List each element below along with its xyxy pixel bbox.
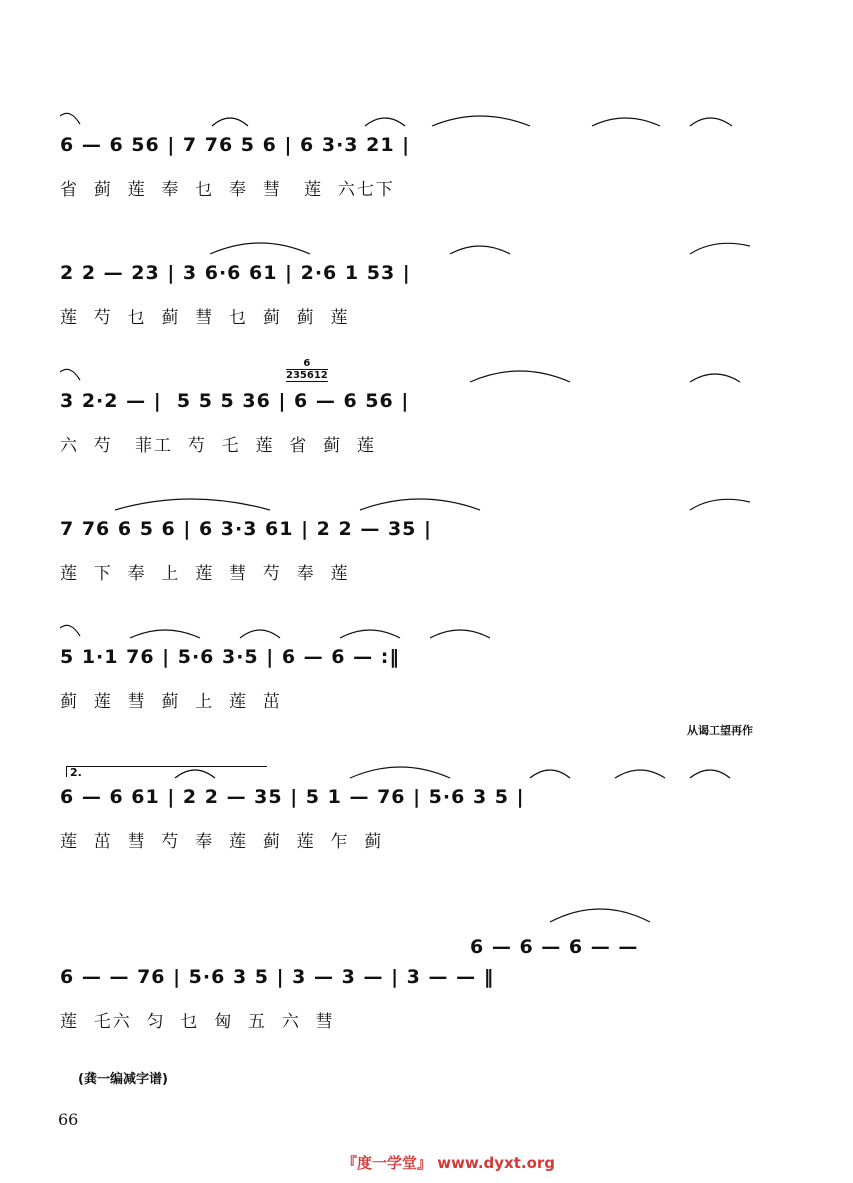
jianzi-tablature: 莲 乇六 匀 乜 匈 五 六 彗: [60, 1012, 335, 1032]
jianzi-tablature: 蓟 莲 彗 蓟 上 莲 茁: [60, 692, 282, 712]
source-note: (龚一编减字谱): [78, 1072, 168, 1087]
grace-sequence: 235612: [286, 370, 328, 381]
jianpu-notes: 2 2 — 23 | 3 6·6 61 | 2·6 1 53 |: [60, 262, 411, 284]
arranger-credit: 从谒工望再作: [687, 724, 753, 737]
jianzi-tablature: 莲 芍 乜 蓟 彗 乜 蓟 蓟 莲: [60, 308, 350, 328]
jianzi-tablature: 六 芍 菲工 芍 乇 莲 省 蓟 莲: [60, 436, 376, 456]
jianpu-notes: 3 2·2 — | 5 5 5 36 | 6 — 6 56 |: [60, 390, 410, 412]
jianpu-notes: 7 76 6 5 6 | 6 3·3 61 | 2 2 — 35 |: [60, 518, 432, 540]
grace-top: 6: [303, 358, 311, 369]
jianpu-notes: 6 — 6 56 | 7 76 5 6 | 6 3·3 21 |: [60, 134, 411, 156]
jianpu-notes: 5 1·1 76 | 5·6 3·5 | 6 — 6 — :‖: [60, 646, 400, 668]
grace-notes: [286, 358, 328, 382]
slur-arcs: [470, 902, 760, 926]
jianzi-tablature: 莲 茁 彗 芍 奉 莲 蓟 莲 乍 蓟: [60, 832, 384, 852]
jianpu-notes: 6 — — 76 | 5·6 3 5 | 3 — 3 — | 3 — — ‖: [60, 966, 495, 988]
jianpu-notes: 6 — 6 61 | 2 2 — 35 | 5 1 — 76 | 5·6 3 5 |: [60, 786, 525, 808]
volta-label: 2.: [70, 766, 82, 779]
site-watermark: 『度一学堂』 www.dyxt.org: [342, 1154, 556, 1172]
upper-chord-notes: 6 — 6 — 6 — —: [470, 936, 639, 958]
jianzi-tablature: 省 蓟 莲 奉 乜 奉 彗 莲 六七下: [60, 180, 395, 200]
jianzi-tablature: 莲 下 奉 上 莲 彗 芍 奉 莲: [60, 564, 350, 584]
page-number: 66: [58, 1110, 79, 1129]
